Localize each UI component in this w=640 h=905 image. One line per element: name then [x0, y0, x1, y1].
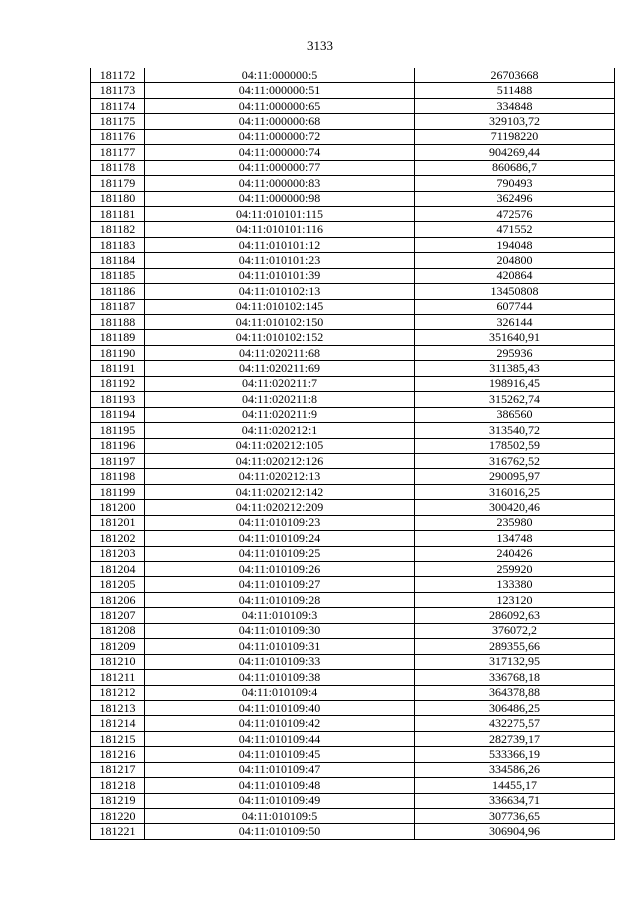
value-cell: 607744 — [415, 299, 615, 314]
table-row — [91, 747, 615, 762]
value-cell: 306486,25 — [415, 700, 615, 715]
cadastral-number-cell: 04:11:010109:47 — [145, 762, 415, 777]
cadastral-number-cell: 04:11:020211:68 — [145, 345, 415, 360]
table-row — [91, 268, 615, 283]
cadastral-number-cell: 04:11:010102:13 — [145, 284, 415, 299]
row-number-cell: 181195 — [91, 423, 145, 438]
cadastral-number-cell: 04:11:010102:152 — [145, 330, 415, 345]
value-cell: 178502,59 — [415, 438, 615, 453]
table-row — [91, 392, 615, 407]
cadastral-value-table — [90, 68, 615, 840]
table-body — [91, 68, 615, 839]
row-number-cell: 181213 — [91, 700, 145, 715]
value-cell: 420864 — [415, 268, 615, 283]
row-number-cell: 181202 — [91, 531, 145, 546]
row-number-cell: 181205 — [91, 577, 145, 592]
cadastral-number-cell: 04:11:010109:27 — [145, 577, 415, 592]
row-number-cell: 181186 — [91, 284, 145, 299]
cadastral-number-cell: 04:11:020212:13 — [145, 469, 415, 484]
cadastral-number-cell: 04:11:010109:3 — [145, 608, 415, 623]
cadastral-number-cell: 04:11:020212:209 — [145, 500, 415, 515]
cadastral-number-cell: 04:11:010109:4 — [145, 685, 415, 700]
table-row — [91, 315, 615, 330]
row-number-cell: 181180 — [91, 191, 145, 206]
row-number-cell: 181219 — [91, 793, 145, 808]
value-cell: 376072,2 — [415, 623, 615, 638]
row-number-cell: 181179 — [91, 176, 145, 191]
row-number-cell: 181197 — [91, 453, 145, 468]
table-row — [91, 685, 615, 700]
table-row — [91, 762, 615, 777]
value-cell: 300420,46 — [415, 500, 615, 515]
row-number-cell: 181196 — [91, 438, 145, 453]
row-number-cell: 181190 — [91, 345, 145, 360]
value-cell: 71198220 — [415, 129, 615, 144]
row-number-cell: 181185 — [91, 268, 145, 283]
row-number-cell: 181182 — [91, 222, 145, 237]
table-row — [91, 716, 615, 731]
value-cell: 790493 — [415, 176, 615, 191]
value-cell: 326144 — [415, 315, 615, 330]
table-row — [91, 453, 615, 468]
value-cell: 259920 — [415, 562, 615, 577]
cadastral-number-cell: 04:11:010109:44 — [145, 731, 415, 746]
cadastral-number-cell: 04:11:020212:126 — [145, 453, 415, 468]
cadastral-number-cell: 04:11:020212:105 — [145, 438, 415, 453]
row-number-cell: 181192 — [91, 376, 145, 391]
table-row — [91, 670, 615, 685]
row-number-cell: 181199 — [91, 484, 145, 499]
row-number-cell: 181215 — [91, 731, 145, 746]
table-row — [91, 608, 615, 623]
row-number-cell: 181176 — [91, 129, 145, 144]
value-cell: 317132,95 — [415, 654, 615, 669]
table-row — [91, 700, 615, 715]
table-row — [91, 546, 615, 561]
value-cell: 329103,72 — [415, 114, 615, 129]
page-number: 3133 — [307, 38, 333, 53]
cadastral-number-cell: 04:11:010109:28 — [145, 592, 415, 607]
table-row — [91, 253, 615, 268]
table-row — [91, 407, 615, 422]
value-cell: 240426 — [415, 546, 615, 561]
row-number-cell: 181194 — [91, 407, 145, 422]
cadastral-number-cell: 04:11:020211:7 — [145, 376, 415, 391]
row-number-cell: 181172 — [91, 68, 145, 83]
cadastral-number-cell: 04:11:020211:9 — [145, 407, 415, 422]
value-cell: 295936 — [415, 345, 615, 360]
cadastral-number-cell: 04:11:020212:1 — [145, 423, 415, 438]
table-row — [91, 345, 615, 360]
table-row — [91, 809, 615, 824]
value-cell: 235980 — [415, 515, 615, 530]
cadastral-number-cell: 04:11:000000:68 — [145, 114, 415, 129]
table-row — [91, 531, 615, 546]
table-row — [91, 778, 615, 793]
table-row — [91, 160, 615, 175]
row-number-cell: 181187 — [91, 299, 145, 314]
row-number-cell: 181214 — [91, 716, 145, 731]
cadastral-number-cell: 04:11:010109:33 — [145, 654, 415, 669]
row-number-cell: 181200 — [91, 500, 145, 515]
row-number-cell: 181191 — [91, 361, 145, 376]
cadastral-number-cell: 04:11:010101:12 — [145, 237, 415, 252]
row-number-cell: 181193 — [91, 392, 145, 407]
value-cell: 364378,88 — [415, 685, 615, 700]
row-number-cell: 181184 — [91, 253, 145, 268]
cadastral-number-cell: 04:11:010109:25 — [145, 546, 415, 561]
cadastral-number-cell: 04:11:010109:50 — [145, 824, 415, 839]
value-cell: 313540,72 — [415, 423, 615, 438]
cadastral-number-cell: 04:11:010109:31 — [145, 639, 415, 654]
row-number-cell: 181217 — [91, 762, 145, 777]
cadastral-number-cell: 04:11:010109:26 — [145, 562, 415, 577]
table-row — [91, 438, 615, 453]
row-number-cell: 181198 — [91, 469, 145, 484]
row-number-cell: 181188 — [91, 315, 145, 330]
value-cell: 286092,63 — [415, 608, 615, 623]
value-cell: 315262,74 — [415, 392, 615, 407]
value-cell: 14455,17 — [415, 778, 615, 793]
cadastral-number-cell: 04:11:000000:72 — [145, 129, 415, 144]
table-row — [91, 577, 615, 592]
table-row — [91, 824, 615, 839]
cadastral-number-cell: 04:11:020212:142 — [145, 484, 415, 499]
value-cell: 334848 — [415, 98, 615, 113]
cadastral-number-cell: 04:11:010109:42 — [145, 716, 415, 731]
value-cell: 336768,18 — [415, 670, 615, 685]
row-number-cell: 181221 — [91, 824, 145, 839]
value-cell: 362496 — [415, 191, 615, 206]
table-row — [91, 222, 615, 237]
table-row — [91, 68, 615, 83]
row-number-cell: 181210 — [91, 654, 145, 669]
cadastral-number-cell: 04:11:010101:23 — [145, 253, 415, 268]
table-row — [91, 98, 615, 113]
cadastral-number-cell: 04:11:010109:23 — [145, 515, 415, 530]
value-cell: 306904,96 — [415, 824, 615, 839]
value-cell: 13450808 — [415, 284, 615, 299]
table-row — [91, 361, 615, 376]
value-cell: 334586,26 — [415, 762, 615, 777]
cadastral-number-cell: 04:11:000000:83 — [145, 176, 415, 191]
value-cell: 511488 — [415, 83, 615, 98]
table-row — [91, 592, 615, 607]
cadastral-number-cell: 04:11:000000:77 — [145, 160, 415, 175]
row-number-cell: 181203 — [91, 546, 145, 561]
row-number-cell: 181177 — [91, 145, 145, 160]
table-row — [91, 731, 615, 746]
table-row — [91, 793, 615, 808]
table-row — [91, 114, 615, 129]
cadastral-number-cell: 04:11:000000:5 — [145, 68, 415, 83]
cadastral-number-cell: 04:11:000000:65 — [145, 98, 415, 113]
value-cell: 204800 — [415, 253, 615, 268]
row-number-cell: 181206 — [91, 592, 145, 607]
row-number-cell: 181208 — [91, 623, 145, 638]
table-row — [91, 484, 615, 499]
row-number-cell: 181183 — [91, 237, 145, 252]
table-row — [91, 299, 615, 314]
cadastral-number-cell: 04:11:010101:115 — [145, 206, 415, 221]
cadastral-number-cell: 04:11:020211:69 — [145, 361, 415, 376]
row-number-cell: 181201 — [91, 515, 145, 530]
table-row — [91, 83, 615, 98]
cadastral-number-cell: 04:11:010102:145 — [145, 299, 415, 314]
value-cell: 289355,66 — [415, 639, 615, 654]
value-cell: 311385,43 — [415, 361, 615, 376]
value-cell: 134748 — [415, 531, 615, 546]
table-row — [91, 206, 615, 221]
cadastral-number-cell: 04:11:010109:5 — [145, 809, 415, 824]
value-cell: 133380 — [415, 577, 615, 592]
table-row — [91, 145, 615, 160]
cadastral-number-cell: 04:11:010101:39 — [145, 268, 415, 283]
cadastral-number-cell: 04:11:000000:51 — [145, 83, 415, 98]
cadastral-number-cell: 04:11:010101:116 — [145, 222, 415, 237]
value-cell: 860686,7 — [415, 160, 615, 175]
value-cell: 290095,97 — [415, 469, 615, 484]
cadastral-number-cell: 04:11:010109:30 — [145, 623, 415, 638]
row-number-cell: 181216 — [91, 747, 145, 762]
value-cell: 26703668 — [415, 68, 615, 83]
value-cell: 198916,45 — [415, 376, 615, 391]
table-row — [91, 469, 615, 484]
cadastral-number-cell: 04:11:010109:38 — [145, 670, 415, 685]
value-cell: 316762,52 — [415, 453, 615, 468]
cadastral-number-cell: 04:11:000000:98 — [145, 191, 415, 206]
value-cell: 123120 — [415, 592, 615, 607]
table-row — [91, 515, 615, 530]
table-row — [91, 237, 615, 252]
value-cell: 307736,65 — [415, 809, 615, 824]
table-row — [91, 376, 615, 391]
table-row — [91, 129, 615, 144]
row-number-cell: 181212 — [91, 685, 145, 700]
row-number-cell: 181175 — [91, 114, 145, 129]
table-row — [91, 176, 615, 191]
cadastral-number-cell: 04:11:010109:24 — [145, 531, 415, 546]
row-number-cell: 181204 — [91, 562, 145, 577]
row-number-cell: 181209 — [91, 639, 145, 654]
cadastral-number-cell: 04:11:010109:48 — [145, 778, 415, 793]
table-row — [91, 500, 615, 515]
value-cell: 386560 — [415, 407, 615, 422]
value-cell: 471552 — [415, 222, 615, 237]
row-number-cell: 181174 — [91, 98, 145, 113]
value-cell: 904269,44 — [415, 145, 615, 160]
cadastral-number-cell: 04:11:010109:49 — [145, 793, 415, 808]
table-row — [91, 284, 615, 299]
row-number-cell: 181211 — [91, 670, 145, 685]
row-number-cell: 181181 — [91, 206, 145, 221]
value-cell: 533366,19 — [415, 747, 615, 762]
table-row — [91, 639, 615, 654]
table-row — [91, 423, 615, 438]
row-number-cell: 181178 — [91, 160, 145, 175]
value-cell: 472576 — [415, 206, 615, 221]
value-cell: 336634,71 — [415, 793, 615, 808]
table-row — [91, 654, 615, 669]
table-row — [91, 191, 615, 206]
value-cell: 351640,91 — [415, 330, 615, 345]
cadastral-number-cell: 04:11:020211:8 — [145, 392, 415, 407]
cadastral-number-cell: 04:11:000000:74 — [145, 145, 415, 160]
value-cell: 316016,25 — [415, 484, 615, 499]
row-number-cell: 181207 — [91, 608, 145, 623]
table-row — [91, 330, 615, 345]
cadastral-number-cell: 04:11:010109:45 — [145, 747, 415, 762]
value-cell: 432275,57 — [415, 716, 615, 731]
row-number-cell: 181220 — [91, 809, 145, 824]
cadastral-number-cell: 04:11:010102:150 — [145, 315, 415, 330]
table-row — [91, 562, 615, 577]
value-cell: 194048 — [415, 237, 615, 252]
table-row — [91, 623, 615, 638]
row-number-cell: 181218 — [91, 778, 145, 793]
row-number-cell: 181173 — [91, 83, 145, 98]
row-number-cell: 181189 — [91, 330, 145, 345]
value-cell: 282739,17 — [415, 731, 615, 746]
cadastral-number-cell: 04:11:010109:40 — [145, 700, 415, 715]
